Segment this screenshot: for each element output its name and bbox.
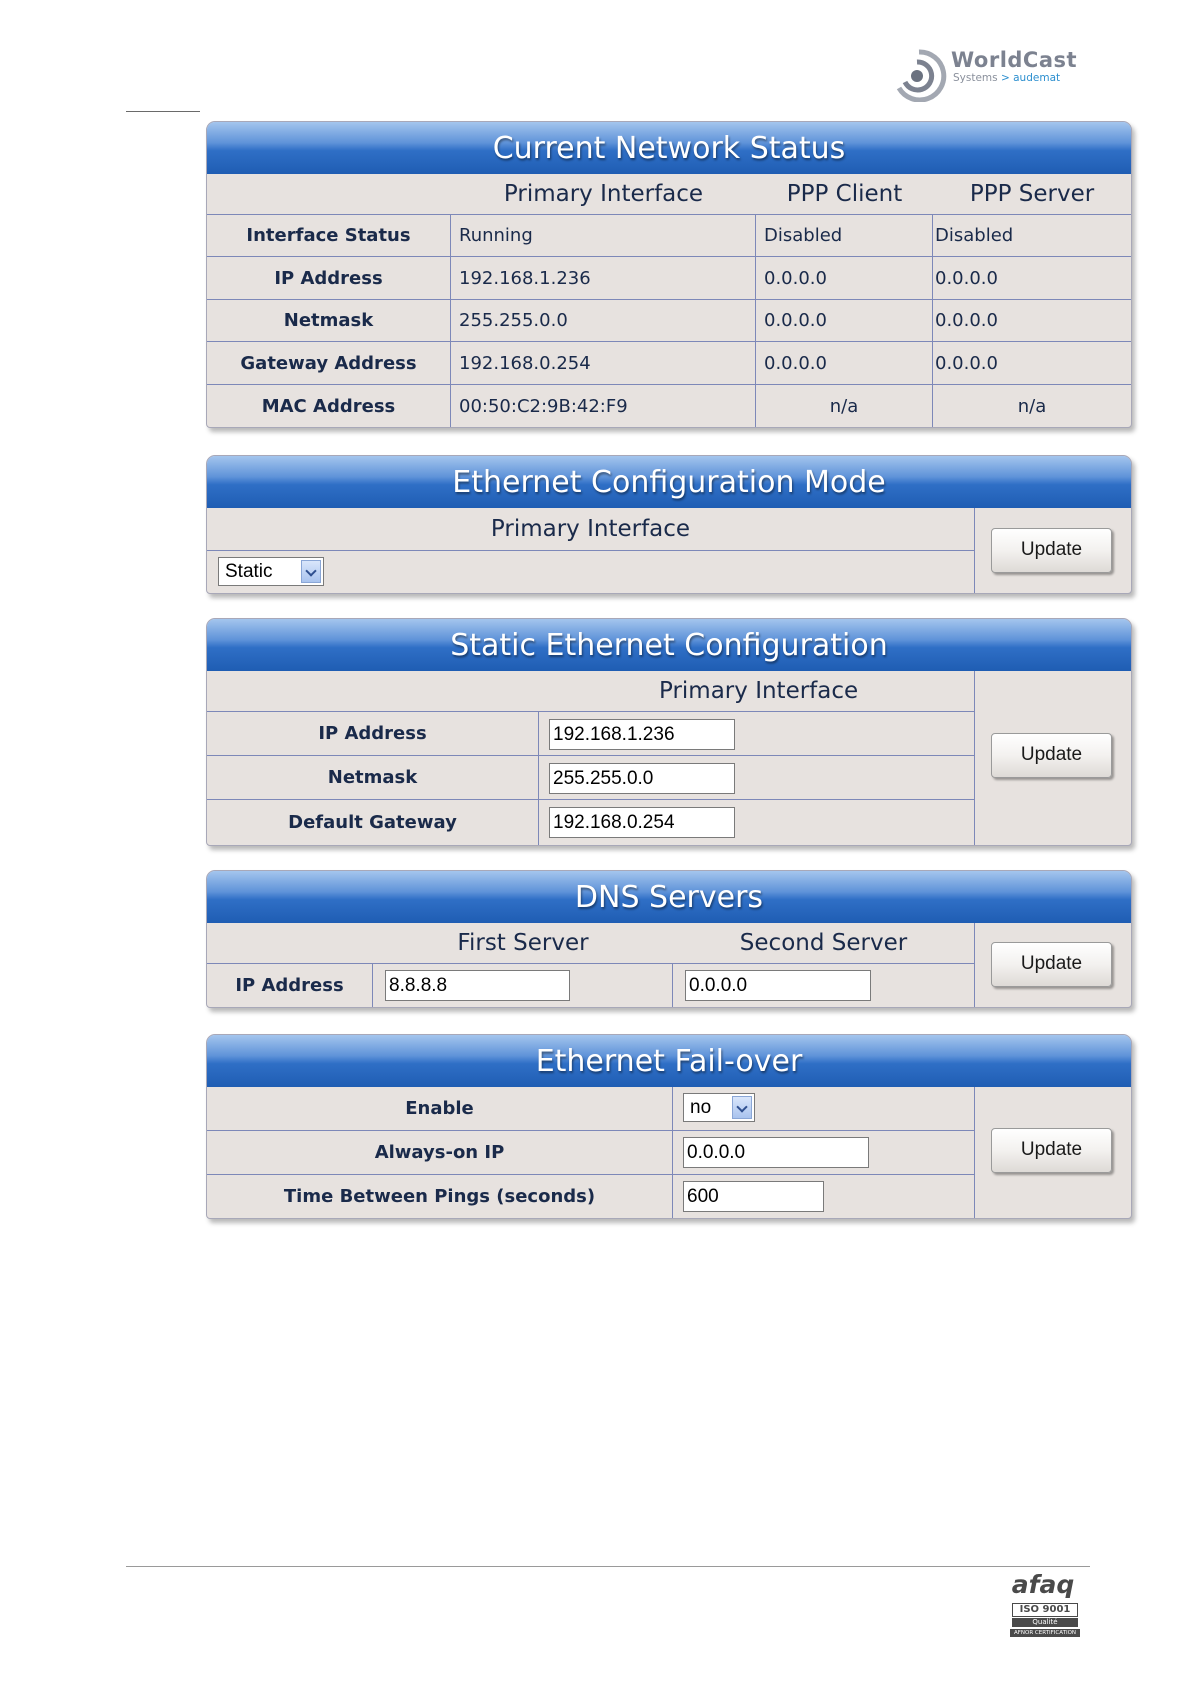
value-cell: 00:50:C2:9B:42:F9 bbox=[451, 385, 756, 427]
value-cell: 0.0.0.0 bbox=[756, 342, 933, 385]
row-label: IP Address bbox=[207, 712, 539, 756]
value-cell: 0.0.0.0 bbox=[756, 257, 933, 300]
update-button[interactable]: Update bbox=[991, 942, 1112, 987]
row-label: Enable bbox=[207, 1087, 673, 1131]
netmask-input[interactable]: 255.255.0.0 bbox=[549, 763, 735, 794]
failover-panel bbox=[206, 1034, 1132, 1219]
row-label: Interface Status bbox=[207, 215, 451, 257]
second-dns-input[interactable]: 0.0.0.0 bbox=[685, 970, 871, 1001]
network-status-panel bbox=[206, 121, 1132, 428]
value-cell: 0.0.0.0 bbox=[933, 257, 1131, 300]
panel-title: Ethernet Fail-over bbox=[207, 1035, 1131, 1087]
column-header-ppp-server: PPP Server bbox=[933, 174, 1131, 215]
value-cell: Disabled bbox=[933, 215, 1131, 257]
row-label: Always-on IP bbox=[207, 1131, 673, 1175]
row-label: IP Address bbox=[207, 257, 451, 300]
chevron-down-icon[interactable] bbox=[301, 560, 321, 583]
header-blank bbox=[207, 671, 539, 712]
value-cell: Running bbox=[451, 215, 756, 257]
value-cell: 192.168.0.254 bbox=[451, 342, 756, 385]
column-header-primary: Primary Interface bbox=[207, 508, 975, 551]
update-button[interactable]: Update bbox=[991, 733, 1112, 778]
ping-interval-input[interactable]: 600 bbox=[683, 1181, 824, 1212]
row-label: MAC Address bbox=[207, 385, 451, 427]
seal-name: afaq bbox=[1011, 1570, 1075, 1599]
header-blank bbox=[207, 174, 451, 215]
default-gateway-input[interactable]: 192.168.0.254 bbox=[549, 807, 735, 838]
update-button[interactable]: Update bbox=[991, 1128, 1112, 1173]
row-label: Netmask bbox=[207, 300, 451, 342]
afaq-certification-seal bbox=[1006, 1570, 1082, 1642]
header-blank bbox=[207, 923, 373, 964]
config-mode-value: Static bbox=[225, 561, 273, 582]
logo-name: WorldCast bbox=[951, 48, 1078, 72]
row-label: Netmask bbox=[207, 756, 539, 800]
ip-address-input[interactable]: 192.168.1.236 bbox=[549, 719, 735, 750]
value-cell: 255.255.0.0 bbox=[451, 300, 756, 342]
static-config-panel bbox=[206, 618, 1132, 846]
column-header-first-server: First Server bbox=[373, 923, 673, 964]
failover-enable-value: no bbox=[690, 1097, 712, 1118]
row-label: Default Gateway bbox=[207, 800, 539, 845]
value-cell: 0.0.0.0 bbox=[933, 300, 1131, 342]
value-cell: 0.0.0.0 bbox=[933, 342, 1131, 385]
first-dns-input[interactable]: 8.8.8.8 bbox=[385, 970, 570, 1001]
column-header-ppp-client: PPP Client bbox=[756, 174, 933, 215]
config-mode-select[interactable] bbox=[218, 557, 324, 586]
footer-rule bbox=[126, 1566, 1090, 1567]
dns-panel bbox=[206, 870, 1132, 1008]
worldcast-swirl-icon bbox=[895, 42, 955, 102]
column-header-primary: Primary Interface bbox=[539, 671, 975, 712]
logo-subtitle: Systems > audemat bbox=[953, 72, 1061, 84]
value-cell: n/a bbox=[1017, 395, 1047, 417]
value-cell: Disabled bbox=[756, 215, 933, 257]
update-button[interactable]: Update bbox=[991, 528, 1112, 573]
failover-enable-select[interactable] bbox=[683, 1093, 755, 1122]
row-label: Gateway Address bbox=[207, 342, 451, 385]
always-on-ip-input[interactable]: 0.0.0.0 bbox=[683, 1137, 869, 1168]
seal-quality: Qualité bbox=[1012, 1618, 1078, 1627]
panel-title: DNS Servers bbox=[207, 871, 1131, 923]
column-header-primary: Primary Interface bbox=[451, 174, 756, 215]
panel-title: Current Network Status bbox=[207, 122, 1131, 174]
column-header-second-server: Second Server bbox=[673, 923, 975, 964]
value-cell: n/a bbox=[756, 385, 933, 427]
header-rule bbox=[126, 111, 200, 112]
value-cell: 192.168.1.236 bbox=[451, 257, 756, 300]
config-mode-panel bbox=[206, 455, 1132, 594]
value-cell: 0.0.0.0 bbox=[756, 300, 933, 342]
panel-title: Ethernet Configuration Mode bbox=[207, 456, 1131, 508]
seal-cert: AFNOR CERTIFICATION bbox=[1010, 1629, 1080, 1637]
worldcast-logo bbox=[895, 42, 1078, 102]
chevron-down-icon[interactable] bbox=[732, 1096, 752, 1119]
panel-title: Static Ethernet Configuration bbox=[207, 619, 1131, 671]
row-label: IP Address bbox=[207, 964, 373, 1007]
seal-iso: ISO 9001 bbox=[1012, 1603, 1078, 1617]
row-label: Time Between Pings (seconds) bbox=[207, 1175, 673, 1218]
